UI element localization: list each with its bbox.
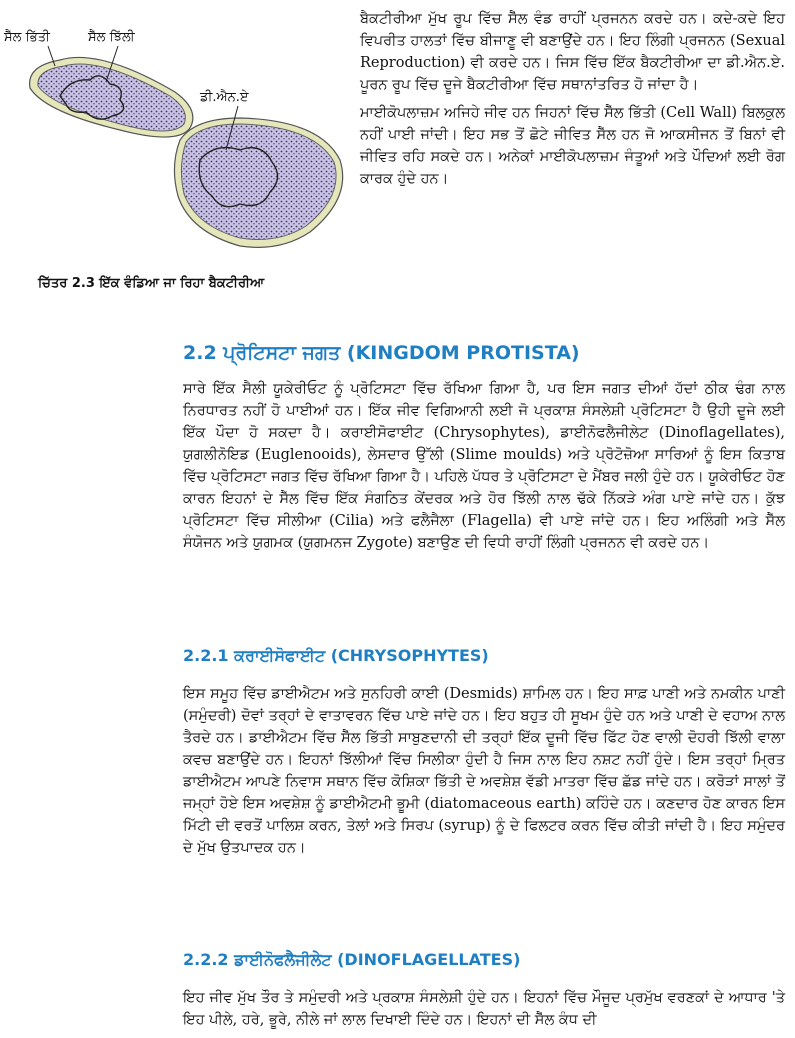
right-cell [174,118,342,247]
section-2-2-1-body [183,683,785,865]
section-2-2-1-paragraph: ਇਸ ਸਮੂਹ ਵਿੱਚ ਡਾਈਐਟਮ ਅਤੇ ਸੁਨਹਿਰੀ ਕਾਈ (Desmids) ਸ਼ਾਮਿਲ ਹਨ। ਇਹ ਸਾਫ਼ ਪਾਣੀ ਅਤੇ ਨਮਕੀਨ ਪਾਣੀ (ਸਮੁੰਦਰੀ) ਦੋਵਾਂ ਤਰ੍ਹਾਂ ਦੇ ਵਾਤਾਵਰਨ ਵਿੱਚ ਪਾਏ ਜਾਂਦੇ ਹਨ। ਇਹ ਬਹੁਤ ਹੀ ਸੂਖਮ ਹੁੰਦੇ ਹਨ ਅਤੇ ਪਾਣੀ ਦੇ ਵਹਾਅ ਨਾਲ ਤੈਰਦੇ ਹਨ। ਡਾਈਐਟਮ ਵਿੱਚ ਸੈੱਲ ਭਿੱਤੀ ਸਾਬੁਣਦਾਨੀ ਦੀ ਤਰ੍ਹਾਂ ਇੱਕ ਦੂਜੀ ਵਿੱਚ ਫਿੱਟ ਹੋਣ ਵਾਲੀ ਦੋਹਰੀ ਝਿੱਲੀ ਵਾਲਾ ਕਵਚ ਬਣਾਉਂਦੇ ਹਨ। ਇਹਨਾਂ ਝਿੱਲੀਆਂ ਵਿੱਚ ਸਿਲੀਕਾ ਹੁੰਦੀ ਹੈ ਜਿਸ ਨਾਲ ਇਹ ਨਸ਼ਟ ਨਹੀਂ ਹੁੰਦੇ। ਇਸ ਤਰ੍ਹਾਂ ਮ੍ਰਿਤ ਡਾਈਐਟਮ ਆਪਣੇ ਨਿਵਾਸ ਸਥਾਨ ਵਿੱਚ ਕੋਸ਼ਿਕਾ ਭਿੱਤੀ ਦੇ ਅਵਸ਼ੇਸ਼ ਵੱਡੀ ਮਾਤਰਾ ਵਿੱਚ ਛੱਡ ਜਾਂਦੇ ਹਨ। ਕਰੋੜਾਂ ਸਾਲਾਂ ਤੋਂ ਜਮ੍ਹਾਂ ਹੋਏ ਇਸ ਅਵਸ਼ੇਸ਼ ਨੂੰ ਡਾਈਐਟਮੀ ਭੂਮੀ (diatomaceous earth) ਕਹਿੰਦੇ ਹਨ। ਕਣਦਾਰ ਹੋਣ ਕਾਰਨ ਇਸ ਮਿੱਟੀ ਦੀ ਵਰਤੋਂ ਪਾਲਿਸ਼ ਕਰਨ, ਤੇਲਾਂ ਅਤੇ ਸਿਰਪ (syrup) ਨੂੰ ਦੇ ਫਿਲਟਰ ਕਰਨ ਵਿੱਚ ਕੀਤੀ ਜਾਂਦੀ ਹੈ। ਇਹ ਸਮੁੰਦਰ ਦੇ ਮੁੱਖ ਉਤਪਾਦਕ ਹਨ। [183,686,785,856]
intro-paragraph-1: ਬੈਕਟੀਰੀਆ ਮੁੱਖ ਰੂਪ ਵਿੱਚ ਸੈੱਲ ਵੰਡ ਰਾਹੀਂ ਪ੍ਰਜਨਨ ਕਰਦੇ ਹਨ। ਕਦੇ-ਕਦੇ ਇਹ ਵਿਪਰੀਤ ਹਾਲਤਾਂ ਵਿੱਚ ਬੀਜਾਣੂ ਵੀ ਬਣਾਉਂਦੇ ਹਨ। ਇਹ ਲਿੰਗੀ ਪ੍ਰਜਨਨ (Sexual Reproduction) ਵੀ ਕਰਦੇ ਹਨ। ਜਿਸ ਵਿੱਚ ਇੱਕ ਬੈਕਟੀਰੀਆ ਦਾ ਡੀ.ਐਨ.ਏ. ਪੂਰਨ ਰੂਪ ਵਿੱਚ ਦੂਜੇ ਬੈਕਟੀਰੀਆ ਵਿੱਚ ਸਥਾਨਾਂਤਰਿਤ ਹੋ ਜਾਂਦਾ ਹੈ। [360,11,785,93]
section-2-2-2-heading: 2.2.2 ਡਾਈਨੋਫਲੈਜੀਲੇਟ (DINOFLAGELLATES) [183,950,521,969]
figure-caption: ਚਿੱਤਰ 2.3 ਇੱਕ ਵੰਡਿਆ ਜਾ ਰਿਹਾ ਬੈਕਟੀਰੀਆ [38,276,265,291]
section-2-2-1-heading: 2.2.1 ਕਰਾਈਸੋਫਾਈਟ (CHRYSOPHYTES) [183,646,489,665]
cell-membrane-label: ਸੈੱਲ ਝਿੱਲੀ [88,30,135,45]
bacterium-figure [0,0,350,300]
section-2-2-paragraph: ਸਾਰੇ ਇੱਕ ਸੈਲੀ ਯੂਕੇਰੀਓਟ ਨੂੰ ਪ੍ਰੋਟਿਸਟਾ ਵਿੱਚ ਰੱਖਿਆ ਗਿਆ ਹੈ, ਪਰ ਇਸ ਜਗਤ ਦੀਆਂ ਹੱਦਾਂ ਠੀਕ ਢੰਗ ਨਾਲ ਨਿਰਧਾਰਤ ਨਹੀਂ ਹੋ ਪਾਈਆਂ ਹਨ। ਇੱਕ ਜੀਵ ਵਿਗਿਆਨੀ ਲਈ ਜੋ ਪ੍ਰਕਾਸ਼ ਸੰਸਲੇਸ਼ੀ ਪ੍ਰੋਟਿਸਟਾ ਹੈ ਉਹੀ ਦੂਜੇ ਲਈ ਇੱਕ ਪੌਦਾ ਹੋ ਸਕਦਾ ਹੈ। ਕਰਾਈਸੋਫਾਈਟ (Chrysophytes), ਡਾਈਨੋਫਲੈਜੀਲੇਟ (Dinoflagellates), ਯੁਗਲੀਨੋਇਡ (Euglenooids), ਲੇਸਦਾਰ ਉੱਲੀ (Slime moulds) ਅਤੇ ਪ੍ਰੋਟੋਜ਼ੋਆ ਸਾਰਿਆਂ ਨੂੰ ਇਸ ਕਿਤਾਬ ਵਿੱਚ ਪ੍ਰੋਟਿਸਟਾ ਜਗਤ ਵਿੱਚ ਰੱਖਿਆ ਗਿਆ ਹੈ। ਪਹਿਲੇ ਪੱਧਰ ਤੇ ਪ੍ਰੋਟਿਸਟਾ ਦੇ ਮੈਂਬਰ ਜਲੀ ਹੁੰਦੇ ਹਨ। ਯੂਕੇਰੀਓਟ ਹੋਣ ਕਾਰਨ ਇਹਨਾਂ ਦੇ ਸੈੱਲ ਵਿੱਚ ਇੱਕ ਸੰਗਠਿਤ ਕੇਂਦਰਕ ਅਤੇ ਹੋਰ ਝਿੱਲੀ ਨਾਲ ਢੱਕੇ ਨਿੱਕੜੇ ਅੰਗ ਪਾਏ ਜਾਂਦੇ ਹਨ। ਕੁੱਝ ਪ੍ਰੋਟਿਸਟਾ ਵਿੱਚ ਸੀਲੀਆ (Cilia) ਅਤੇ ਫਲੈਜੈਲਾ (Flagella) ਵੀ ਪਾਏ ਜਾਂਦੇ ਹਨ। ਇਹ ਅਲਿੰਗੀ ਅਤੇ ਸੈੱਲ ਸੰਯੋਜਨ ਅਤੇ ਯੁਗਮਕ (ਯੁਗਮਨਜ Zygote) ਬਣਾਉਣ ਦੀ ਵਿਧੀ ਰਾਹੀਂ ਲਿੰਗੀ ਪ੍ਰਜਨਨ ਵੀ ਕਰਦੇ ਹਨ। [183,381,785,551]
left-cell [30,57,193,137]
intro-paragraph-2: ਮਾਈਕੋਪਲਾਜ਼ਮ ਅਜਿਹੇ ਜੀਵ ਹਨ ਜਿਹਨਾਂ ਵਿੱਚ ਸੈੱਲ ਭਿੱਤੀ (Cell Wall) ਬਿਲਕੁਲ ਨਹੀਂ ਪਾਈ ਜਾਂਦੀ। ਇਹ ਸਭ ਤੋਂ ਛੋਟੇ ਜੀਵਿਤ ਸੈੱਲ ਹਨ ਜੋ ਆਕਸੀਜਨ ਤੋਂ ਬਿਨਾਂ ਵੀ ਜੀਵਿਤ ਰਹਿ ਸਕਦੇ ਹਨ। ਅਨੇਕਾਂ ਮਾਈਕੋਪਲਾਜ਼ਮ ਜੰਤੂਆਂ ਅਤੇ ਪੌਦਿਆਂ ਲਈ ਰੋਗ ਕਾਰਕ ਹੁੰਦੇ ਹਨ। [360,105,785,187]
intro-text [360,8,785,196]
section-2-2-2-body [183,987,785,1037]
section-2-2-body [183,378,785,560]
cell-wall-label: ਸੈੱਲ ਭਿੱਤੀ [4,30,50,45]
section-2-2-heading: 2.2 ਪ੍ਰੋਟਿਸਟਾ ਜਗਤ (KINGDOM PROTISTA) [183,342,580,364]
dividing-bacterium-illustration [0,0,350,270]
section-2-2-2-paragraph: ਇਹ ਜੀਵ ਮੁੱਖ ਤੌਰ ਤੇ ਸਮੁੰਦਰੀ ਅਤੇ ਪ੍ਰਕਾਸ਼ ਸੰਸਲੇਸ਼ੀ ਹੁੰਦੇ ਹਨ। ਇਹਨਾਂ ਵਿੱਚ ਮੌਜੂਦ ਪ੍ਰਮੁੱਖ ਵਰਣਕਾਂ ਦੇ ਆਧਾਰ 'ਤੇ ਇਹ ਪੀਲੇ, ਹਰੇ, ਭੂਰੇ, ਨੀਲੇ ਜਾਂ ਲਾਲ ਦਿਖਾਈ ਦਿੰਦੇ ਹਨ। ਇਹਨਾਂ ਦੀ ਸੈੱਲ ਕੰਧ ਦੀ [183,990,785,1028]
dna-label: ਡੀ.ਐਨ.ਏ [200,90,249,105]
